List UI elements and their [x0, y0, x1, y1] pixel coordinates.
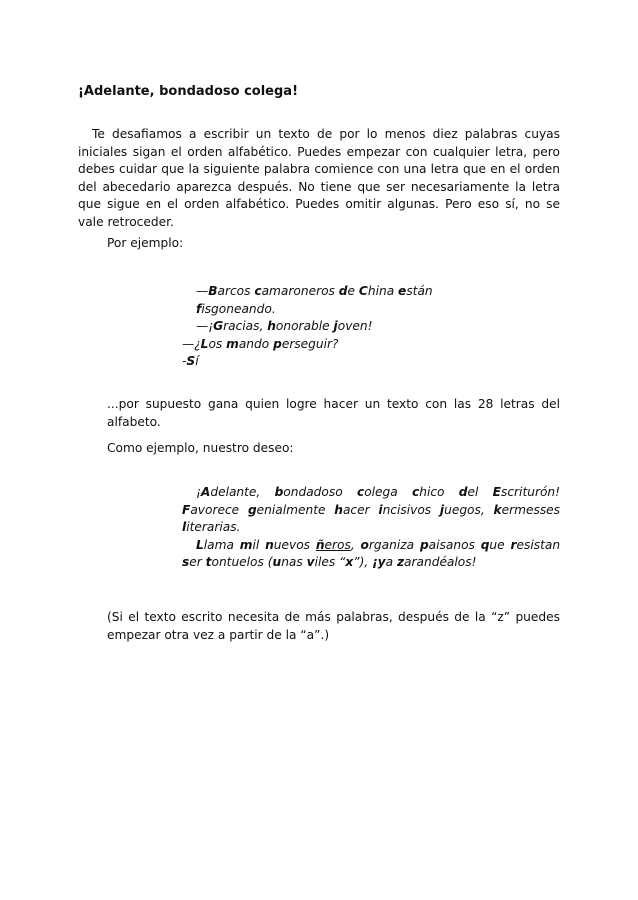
word-rest: uegos,: [444, 502, 485, 517]
word-rest: racias,: [223, 319, 268, 333]
example-label: Por ejemplo:: [107, 236, 184, 250]
initial: b: [274, 485, 284, 499]
initial: j: [333, 319, 338, 333]
word-rest: el: [467, 485, 479, 499]
initial: m: [239, 537, 253, 552]
initial: p: [419, 537, 429, 552]
word-rest: iles “: [314, 555, 346, 569]
word-rest: acer: [342, 502, 370, 517]
initial: r: [510, 537, 517, 552]
initial: h: [334, 502, 343, 517]
punct: ,: [350, 537, 355, 552]
word-rest: arcos: [217, 284, 255, 298]
word-rest: hina: [367, 284, 399, 298]
word-rest: uevos: [273, 537, 311, 552]
initial: L: [196, 537, 204, 552]
initial: u: [272, 555, 282, 569]
word-rest: eros: [324, 537, 351, 552]
dash: —¿: [182, 336, 201, 351]
intro-paragraph: [78, 126, 560, 231]
word-rest: hico: [419, 485, 445, 499]
initial: d: [458, 485, 468, 499]
underlined-word: [316, 538, 351, 552]
initial: c: [254, 284, 262, 298]
word-rest: rganiza: [368, 537, 415, 552]
word-rest: ncisivos: [382, 502, 432, 517]
example2-line-3: [182, 519, 560, 537]
initial: ñ: [315, 537, 325, 552]
initial: i: [378, 502, 383, 517]
word-rest: er: [189, 555, 206, 569]
initial: x: [345, 555, 354, 569]
example2-line-4: [182, 537, 560, 555]
word-rest: ue: [489, 537, 505, 552]
word-rest: avorece: [190, 502, 240, 517]
initial: e: [398, 284, 407, 298]
example1-line-4: [182, 336, 339, 354]
initial: q: [480, 537, 490, 552]
initial: d: [338, 284, 348, 298]
word-rest: e: [347, 284, 359, 298]
initial: ¡y: [372, 555, 386, 569]
word-rest: iterarias.: [186, 520, 241, 534]
word-rest: arandéalos!: [404, 555, 477, 569]
word-rest: aisanos: [428, 537, 475, 552]
punct: ¡: [196, 485, 201, 499]
dash: —: [196, 284, 209, 298]
intro-text: Te desafiamos a escribir un texto de por lo menos diez palabras cuyas iniciales sigan el orden alfabético. Puedes empezar con cualquier letra, pero debes cuidar que la siguiente palabra comience con una letra que en el orden del abecedario aparezca después. No tiene que ser necesariamente la letra que sigue en el orden alfabético. Puedes omitir algunas. Pero eso sí, no se vale retroceder.: [78, 127, 560, 229]
initial: p: [273, 336, 282, 351]
initial: k: [493, 502, 502, 517]
initial: s: [182, 555, 190, 569]
example2-line-1: [182, 484, 560, 502]
word-rest: ondadoso: [283, 485, 343, 499]
word-rest: oven!: [337, 319, 373, 333]
initial: o: [360, 537, 369, 552]
dash: —¡: [196, 319, 214, 333]
initial: c: [356, 485, 365, 499]
paragraph-alphabet: ...por supuesto gana quien logre hacer un texto con las 28 letras del alfabeto.: [107, 397, 560, 429]
example2-block: [182, 484, 560, 572]
initial: z: [396, 555, 405, 569]
word-rest: il: [252, 537, 260, 552]
initial: C: [358, 284, 368, 298]
initial: j: [439, 502, 445, 517]
example1-line-1: [196, 283, 433, 301]
word-rest: ermesses: [501, 502, 561, 517]
initial: t: [205, 555, 212, 569]
word-rest: esistan: [516, 537, 561, 552]
word-rest: enialmente: [256, 502, 326, 517]
word-rest: amaroneros: [261, 284, 339, 298]
initial: n: [265, 537, 274, 552]
initial: B: [208, 284, 218, 298]
initial: h: [267, 319, 276, 333]
example1-line-3: [196, 318, 373, 336]
word-rest: ”),: [353, 555, 373, 569]
word-rest: nas: [281, 555, 307, 569]
example2-line-5: [182, 554, 560, 572]
initial: c: [412, 485, 420, 499]
word-rest: lama: [203, 537, 234, 552]
word-rest: erseguir?: [281, 336, 339, 351]
example1-line-5: [182, 353, 199, 371]
document-title: ¡Adelante, bondadoso colega!: [78, 84, 299, 99]
initial: A: [200, 485, 211, 499]
word-rest: isgoneando.: [201, 301, 276, 316]
initial: E: [492, 485, 501, 499]
initial: l: [182, 520, 187, 534]
word-rest: delante,: [210, 485, 261, 499]
example1-line-2: [196, 301, 276, 319]
word-rest: scriturón!: [501, 485, 561, 499]
word-rest: ontuelos (: [211, 555, 273, 569]
initial: L: [200, 336, 209, 351]
word-rest: stán: [406, 284, 433, 298]
paragraph-example-intro: Como ejemplo, nuestro deseo:: [107, 441, 294, 455]
initial: g: [247, 502, 257, 517]
word-rest: olega: [364, 485, 398, 499]
word-rest: onorable: [275, 319, 334, 333]
initial: S: [186, 354, 196, 368]
initial: m: [226, 336, 239, 351]
initial: F: [182, 502, 191, 517]
initial: v: [306, 555, 315, 569]
word-rest: ando: [238, 336, 274, 351]
word-rest: os: [208, 336, 227, 351]
word-rest: í: [195, 354, 199, 368]
initial: G: [213, 319, 224, 333]
initial: f: [196, 301, 202, 316]
word-rest: a: [385, 555, 397, 569]
example2-line-2: [182, 502, 560, 520]
paragraph-note: (Si el texto escrito necesita de más palabras, después de la “z” puedes empezar otra vez a partir de la “a”.): [107, 610, 560, 642]
dash: -: [182, 354, 187, 368]
